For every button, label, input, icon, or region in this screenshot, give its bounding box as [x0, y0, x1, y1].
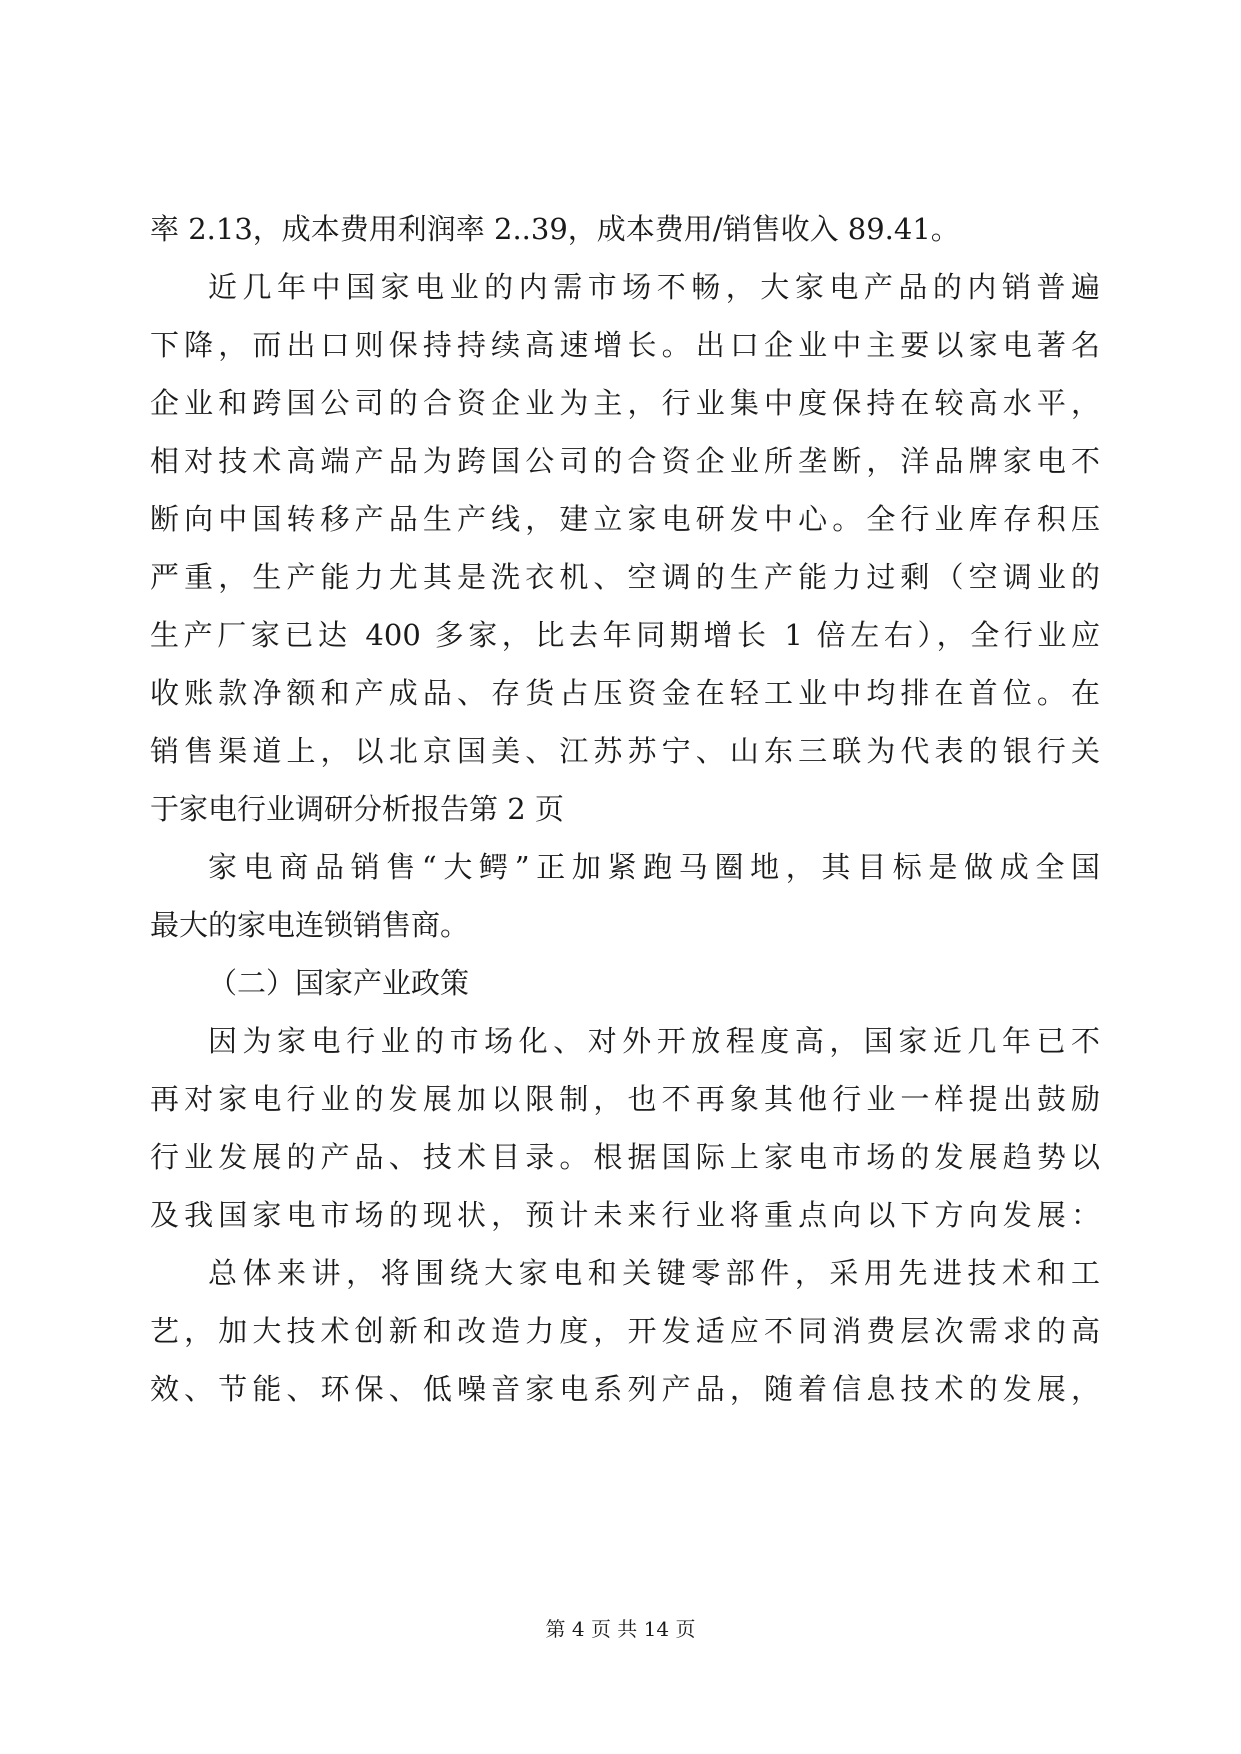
paragraph-line: 行业发展的产品、技术目录。根据国际上家电市场的发展趋势以 — [150, 1140, 1100, 1174]
paragraph-line: 近几年中国家电业的内需市场不畅，大家电产品的内销普遍 — [208, 270, 1100, 304]
paragraph-line: 严重，生产能力尤其是洗衣机、空调的生产能力过剩（空调业的 — [150, 560, 1100, 594]
paragraph-line: 生产厂家已达 400 多家，比去年同期增长 1 倍左右），全行业应 — [150, 618, 1100, 652]
paragraph-line: 及我国家电市场的现状，预计未来行业将重点向以下方向发展： — [150, 1198, 1100, 1232]
paragraph-line: 相对技术高端产品为跨国公司的合资企业所垄断，洋品牌家电不 — [150, 444, 1100, 478]
paragraph-line: 率 2.13，成本费用利润率 2..39，成本费用/销售收入 89.41。 — [150, 212, 960, 246]
paragraph-line: 再对家电行业的发展加以限制，也不再象其他行业一样提出鼓励 — [150, 1082, 1100, 1116]
paragraph-line: 企业和跨国公司的合资企业为主，行业集中度保持在较高水平， — [150, 386, 1100, 420]
page-number-footer — [0, 1615, 1241, 1643]
paragraph-line: 销售渠道上，以北京国美、江苏苏宁、山东三联为代表的银行关 — [150, 734, 1100, 768]
paragraph-line: 于家电行业调研分析报告第 2 页 — [150, 792, 564, 826]
section-heading: （二）国家产业政策 — [208, 966, 470, 1000]
paragraph-line: 最大的家电连锁销售商。 — [150, 908, 470, 942]
paragraph-line: 下降，而出口则保持持续高速增长。出口企业中主要以家电著名 — [150, 328, 1100, 362]
paragraph-line: 断向中国转移产品生产线，建立家电研发中心。全行业库存积压 — [150, 502, 1100, 536]
paragraph-line: 总体来讲，将围绕大家电和关键零部件，采用先进技术和工 — [208, 1256, 1100, 1290]
paragraph-line: 收账款净额和产成品、存货占压资金在轻工业中均排在首位。在 — [150, 676, 1100, 710]
paragraph-line: 艺，加大技术创新和改造力度，开发适应不同消费层次需求的高 — [150, 1314, 1100, 1348]
page-number-label: 第 4 页 共 14 页 — [545, 1617, 696, 1641]
paragraph-line: 家电商品销售“大鳄”正加紧跑马圈地，其目标是做成全国 — [208, 850, 1100, 884]
paragraph-line: 因为家电行业的市场化、对外开放程度高，国家近几年已不 — [208, 1024, 1100, 1058]
paragraph-line: 效、节能、环保、低噪音家电系列产品，随着信息技术的发展， — [150, 1372, 1100, 1406]
